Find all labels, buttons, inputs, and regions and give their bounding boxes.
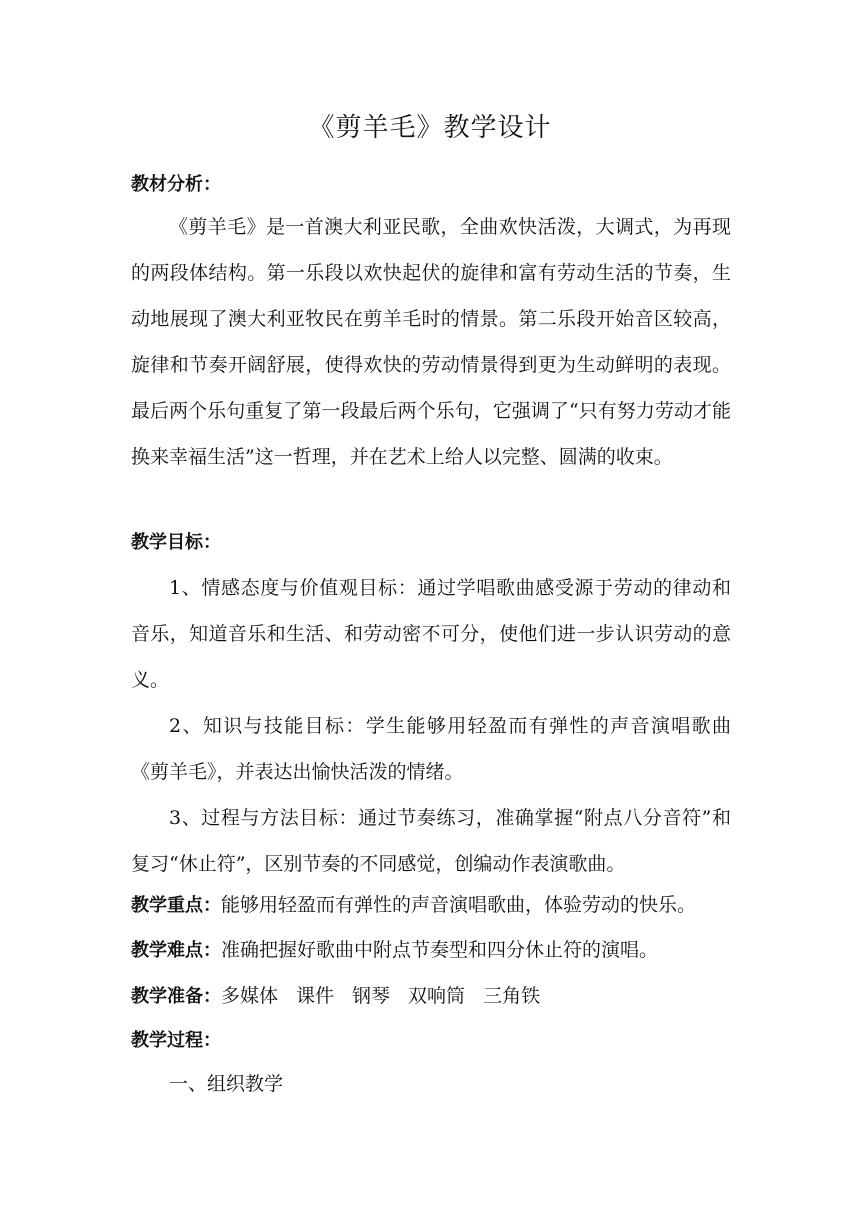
prep-item-courseware: 课件 [296, 985, 335, 1007]
process-heading-text: 教学过程： [131, 1030, 221, 1051]
key-point-line [131, 890, 731, 921]
difficulty-text: 准确把握好歌曲中附点节奏型和四分休止符的演唱。 [221, 939, 659, 961]
analysis-paragraph: 《剪羊毛》是一首澳大利亚民歌，全曲欢快活泼，大调式，为再现的两段体结构。第一乐段以欢快起伏的旋律和富有劳动生活的节奏，生动地展现了澳大利亚牧民在剪羊毛时的情景。第二乐段开始音区较高，旋律和节奏开阔舒展，使得欢快的劳动情景得到更为生动鲜明的表现。最后两个乐句重复了第一段最后两个乐句，它强调了“只有努力劳动才能换来幸福生活”这一哲理，并在艺术上给人以完整、圆满的收束。 [131, 216, 731, 468]
analysis-heading [131, 170, 731, 200]
prep-item-piano: 钢琴 [352, 985, 391, 1007]
goals-heading-text: 教学目标： [131, 532, 221, 553]
goals-heading [131, 528, 731, 558]
preparation-label: 教学准备： [131, 986, 221, 1007]
difficulty-label: 教学难点： [131, 940, 221, 961]
prep-item-triangle: 三角铁 [483, 985, 541, 1007]
analysis-heading-text: 教材分析： [131, 174, 221, 195]
process-heading [131, 1026, 731, 1056]
prep-item-wood-block: 双响筒 [408, 985, 466, 1007]
goal-1-paragraph: 1、情感态度与价值观目标：通过学唱歌曲感受源于劳动的律动和音乐，知道音乐和生活、和劳动密不可分，使他们进一步认识劳动的意义。 [131, 577, 731, 691]
key-point-label: 教学重点： [131, 895, 221, 916]
key-point-text: 能够用轻盈而有弹性的声音演唱歌曲，体验劳动的快乐。 [221, 894, 697, 916]
preparation-line [131, 981, 731, 1012]
prep-item-multimedia: 多媒体 [221, 985, 279, 1007]
goal-3-paragraph: 3、过程与方法目标：通过节奏练习，准确掌握“附点八分音符”和复习“休止符”，区别节奏的不同感觉，创编动作表演歌曲。 [131, 807, 731, 875]
difficulty-line [131, 935, 731, 966]
goal-2-paragraph: 2、知识与技能目标：学生能够用轻盈而有弹性的声音演唱歌曲《剪羊毛》，并表达出愉快活泼的情绪。 [131, 715, 731, 783]
document-title: 《剪羊毛》教学设计 [308, 113, 552, 143]
process-step-1: 一、组织教学 [169, 1073, 284, 1095]
